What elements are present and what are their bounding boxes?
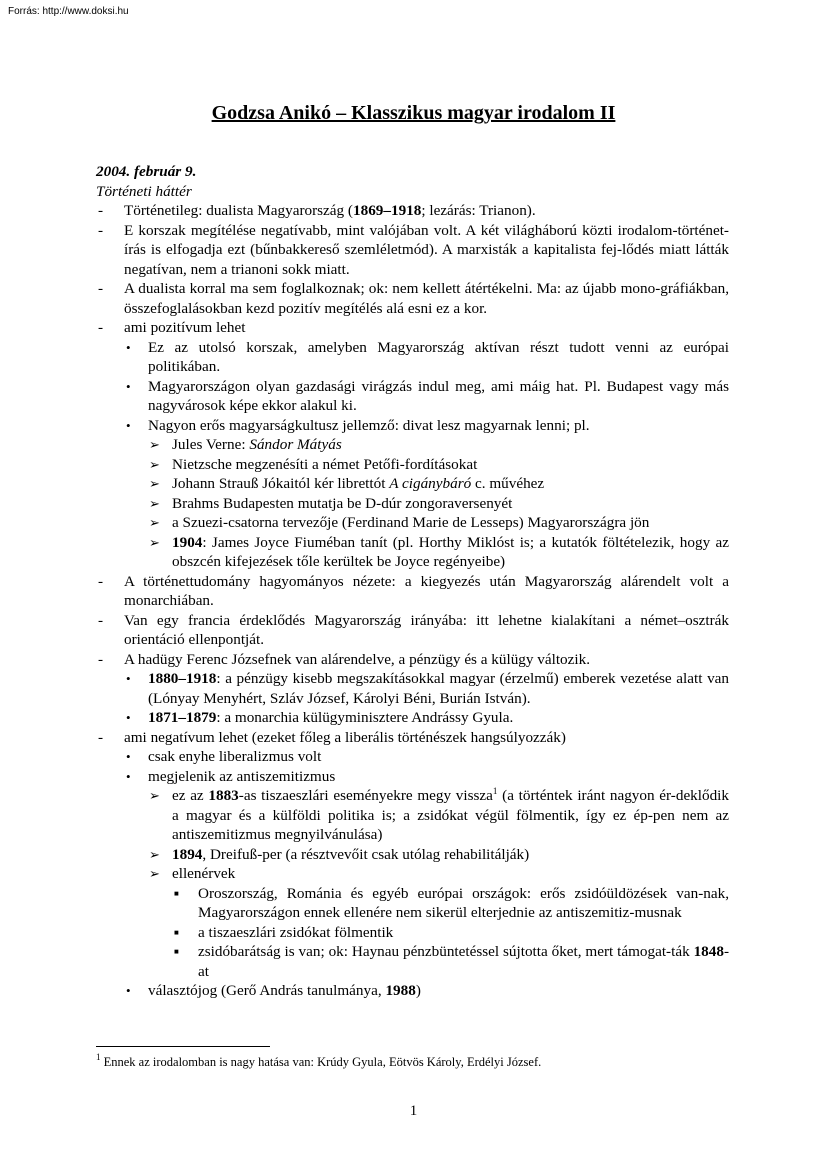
dash-marker: - <box>98 572 104 590</box>
arrow-icon: ➢ <box>149 788 160 803</box>
footnote-number: 1 <box>96 1052 101 1062</box>
square-item: ■ zsidóbarátság is van; ok: Haynau pénzbüntetéssel sújtotta őket, mert támogat-ták 1848-at <box>174 943 729 980</box>
bullet-item: • Ez az utolsó korszak, amelyben Magyarország aktívan részt tudott venni az európai politikában. <box>126 338 729 375</box>
arrow-item: ➢ a Szuezi-csatorna tervezője (Ferdinand Marie de Lesseps) Magyarországra jön <box>149 514 650 531</box>
bullet-item: • választójog (Gerő András tanulmánya, 1988) <box>126 982 421 999</box>
list-item: - Történetileg: dualista Magyarország (1869–1918; lezárás: Trianon). <box>98 202 536 219</box>
square-bullet-icon: ■ <box>174 888 179 898</box>
bullet-icon: • <box>126 710 131 725</box>
arrow-item: ➢ ellenérvek <box>149 865 236 882</box>
page-title: Godzsa Anikó – Klasszikus magyar irodalom II <box>211 102 616 124</box>
page-number: 1 <box>409 1103 418 1119</box>
bullet-item: • Magyarországon olyan gazdasági virágzás indul meg, ami máig hat. Pl. Budapest vagy más nagyvárosok képe ekkor alakul ki. <box>126 377 729 414</box>
bullet-icon: • <box>126 768 131 784</box>
dash-marker: - <box>98 611 104 629</box>
list-item: - A dualista korral ma sem foglalkoznak; ok: nem kellett átértékelni. Ma: az újabb mono-gráfiákban, összefoglalásokban kezd pozitív megítélés alá esni ez a kor. <box>98 280 729 317</box>
arrow-item: ➢ ez az 1883-as tiszaeszlári eseményekre megy vissza$^1$ (a történtek iránt nagyon ér-deklődik a magyar és a külföldi politika is; a zsidókat végül fölmentik, így ez ép-pen nem az antiszemitizmus megnyilvánulása) <box>149 786 729 843</box>
dash-marker: - <box>98 221 104 239</box>
arrow-icon: ➢ <box>149 456 160 472</box>
arrow-icon: ➢ <box>149 846 160 862</box>
bullet-icon: • <box>126 749 131 764</box>
bullet-item: • 1871–1879: a monarchia külügyminisztere Andrássy Gyula. <box>126 709 514 726</box>
arrow-icon: ➢ <box>149 476 160 491</box>
bullet-item: • csak enyhe liberalizmus volt <box>126 748 322 765</box>
arrow-item: ➢ Nietzsche megzenésíti a német Petőfi-fordításokat <box>149 455 478 473</box>
list-item: - ami pozitívum lehet <box>98 319 246 336</box>
dash-marker: - <box>98 728 104 746</box>
arrow-item: ➢ 1894, Dreifuß-per (a résztvevőit csak utólag rehabilitálják) <box>149 845 530 863</box>
square-bullet-icon: ■ <box>174 927 179 937</box>
list-item: - A hadügy Ferenc Józsefnek van alárendelve, a pénzügy és a külügy változik. <box>98 650 591 668</box>
footnote-divider <box>96 1046 270 1047</box>
square-item: ■ Oroszország, Románia és egyéb európai országok: erős zsidóüldözések van-nak, Magyarországon ennek ellenére nem sikerül elterjednie az antiszemitiz-musnak <box>174 884 729 921</box>
bullet-item: • Nagyon erős magyarságkultusz jellemző: divat lesz magyarnak lenni; pl. <box>126 416 590 434</box>
date-heading: 2004. február 9. <box>96 163 197 180</box>
arrow-item: ➢ Jules Verne: Sándor Mátyás <box>149 436 342 453</box>
bullet-item: • megjelenik az antiszemitizmus <box>126 767 336 785</box>
list-item: - E korszak megítélése negatívabb, mint valójában volt. A két világháború közti irodalom-történet-írás is elfogadja ezt (bűnbakkereső szemléletmód). A marxisták a kapitalista fej-lődés miatt látták negatívan, nem a trianoni sokk miatt. <box>98 221 729 278</box>
section-heading: Történeti háttér <box>96 182 192 200</box>
bullet-icon: • <box>126 983 131 998</box>
list-item: - Van egy francia érdeklődés Magyarország irányába: itt lehetne kialakítani a német–osztrák orientáció ellenpontját. <box>98 611 729 648</box>
bullet-icon: • <box>126 378 131 394</box>
square-bullet-icon: ■ <box>174 947 179 956</box>
square-item: ■ a tiszaeszlári zsidókat fölmentik <box>174 923 394 941</box>
dash-marker: - <box>98 650 104 668</box>
bullet-item: • 1880–1918: a pénzügy kisebb megszakításokkal magyar (érzelmű) emberek vezetése alatt van (Lónyay Menyhért, Szláv József, Károlyi Béni, Burián István). <box>126 670 729 707</box>
footnote-ref: 1 <box>492 786 498 796</box>
arrow-icon: ➢ <box>149 495 160 511</box>
arrow-item: ➢ Brahms Budapesten mutatja be D-dúr zongoraversenyét <box>149 494 513 512</box>
bullet-icon: • <box>126 671 131 686</box>
arrow-icon: ➢ <box>149 534 160 550</box>
arrow-icon: ➢ <box>149 866 160 881</box>
document-body <box>96 162 729 1001</box>
bullet-icon: • <box>126 417 131 433</box>
bullet-icon: • <box>126 339 131 355</box>
dash-marker: - <box>98 280 104 297</box>
dash-marker: - <box>98 202 104 219</box>
footnote: $^1$ Ennek az irodalomban is nagy hatása van: Krúdy Gyula, Eötvös Károly, Erdélyi József. <box>96 1052 542 1069</box>
arrow-item: ➢ 1904: James Joyce Fiuméban tanít (pl. Horthy Miklóst is; a kutatók föltételezik, hogy az obszcén kifejezések tőle kerültek be Joyce regényeibe) <box>149 533 729 570</box>
source-url: Forrás: http://www.doksi.hu <box>8 6 129 17</box>
arrow-icon: ➢ <box>149 437 160 452</box>
arrow-item: ➢ Johann Strauß Jókaitól kér librettót A cigánybáró c. művéhez <box>149 475 545 492</box>
list-item: - ami negatívum lehet (ezeket főleg a liberális történészek hangsúlyozzák) <box>98 728 566 746</box>
arrow-icon: ➢ <box>149 515 160 530</box>
dash-marker: - <box>98 319 104 336</box>
list-item: - A történettudomány hagyományos nézete: a kiegyezés után Magyarország alárendelt volt a monarchiában. <box>98 572 729 609</box>
